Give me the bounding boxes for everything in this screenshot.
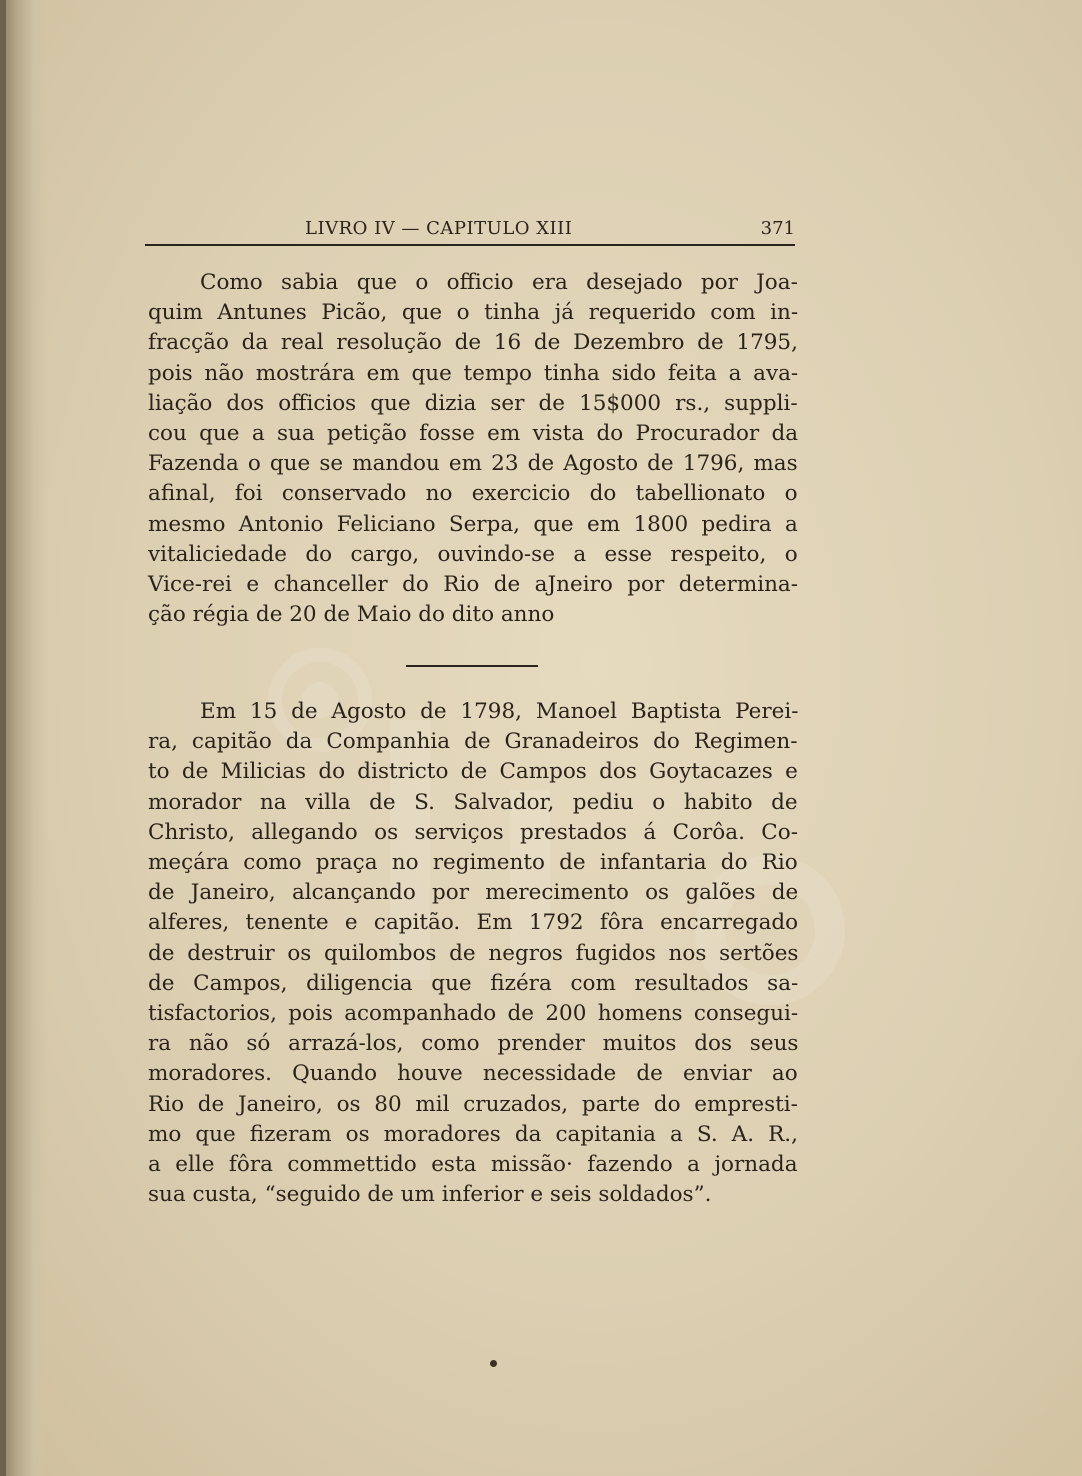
text-line: tisfactorios, pois acompanhado de 200 homens consegui- [148, 1001, 799, 1027]
text-line: quim Antunes Picão, que o tinha já requerido com in- [148, 300, 799, 326]
section-separator [406, 665, 538, 667]
ink-dot [490, 1360, 497, 1367]
text-line: meçára como praça no regimento de infantaria do Rio [148, 850, 798, 876]
text-line: alferes, tenente e capitão. Em 1792 fôra encarregado [148, 910, 799, 936]
text-line: pois não mostrára em que tempo tinha sido feita a ava- [148, 360, 799, 386]
paragraph-1 [148, 268, 798, 630]
text-line: de Campos, diligencia que fizéra com resultados sa- [148, 970, 799, 996]
running-head: LIVRO IV — CAPITULO XIII [305, 218, 573, 239]
text-line: Como sabia que o officio era desejado por Joa- [200, 270, 798, 295]
text-line: mo que fizeram os moradores da capitania a S. A. R., [148, 1121, 798, 1147]
page-edge [0, 0, 6, 1476]
text-line: a elle fôra commettido esta missão· fazendo a jornada [148, 1152, 798, 1178]
text-line: Fazenda o que se mandou em 23 de Agosto de 1796, mas [148, 451, 798, 477]
text-line: ção régia de 20 de Maio do dito anno [148, 602, 555, 628]
text-line: de Janeiro, alcançando por merecimento os galões de [148, 880, 799, 906]
text-line: vitaliciedade do cargo, ouvindo-se a esse respeito, o [148, 541, 798, 567]
text-line: fracção da real resolução de 16 de Dezembro de 1795, [148, 330, 798, 356]
text-line: mesmo Antonio Feliciano Serpa, que em 1800 pedira a [148, 511, 798, 537]
page-number: 371 [760, 218, 795, 239]
text-line: afinal, foi conservado no exercicio do tabellionato o [148, 481, 798, 507]
text-line: cou que a sua petição fosse em vista do Procurador da [148, 421, 799, 447]
book-gutter-shadow [0, 0, 48, 1476]
text-line: morador na villa de S. Salvador, pediu o habito de [148, 789, 798, 815]
text-line: Rio de Janeiro, os 80 mil cruzados, parte do empresti- [148, 1091, 798, 1117]
text-line: Christo, allegando os serviços prestados á Corôa. Co- [148, 819, 798, 845]
text-line: ra, capitão da Companhia de Granadeiros do Regimen- [148, 729, 798, 755]
text-line: liação dos officios que dizia ser de 15$000 rs., suppli- [148, 390, 798, 416]
page-header [145, 214, 795, 246]
text-line: Vice-rei e chanceller do Rio de aJneiro por determina- [148, 572, 799, 598]
text-line: ra não só arrazá-los, como prender muitos dos seus [148, 1031, 799, 1057]
text-line: to de Milicias do districto de Campos dos Goytacazes e [148, 759, 798, 785]
paragraph-2 [148, 697, 798, 1210]
text-line: de destruir os quilombos de negros fugidos nos sertões [148, 940, 799, 966]
text-line: Em 15 de Agosto de 1798, Manoel Baptista Perei- [200, 699, 799, 724]
text-line: moradores. Quando houve necessidade de enviar ao [148, 1061, 798, 1087]
text-line: sua custa, “seguido de um inferior e seis soldados”. [148, 1182, 712, 1208]
